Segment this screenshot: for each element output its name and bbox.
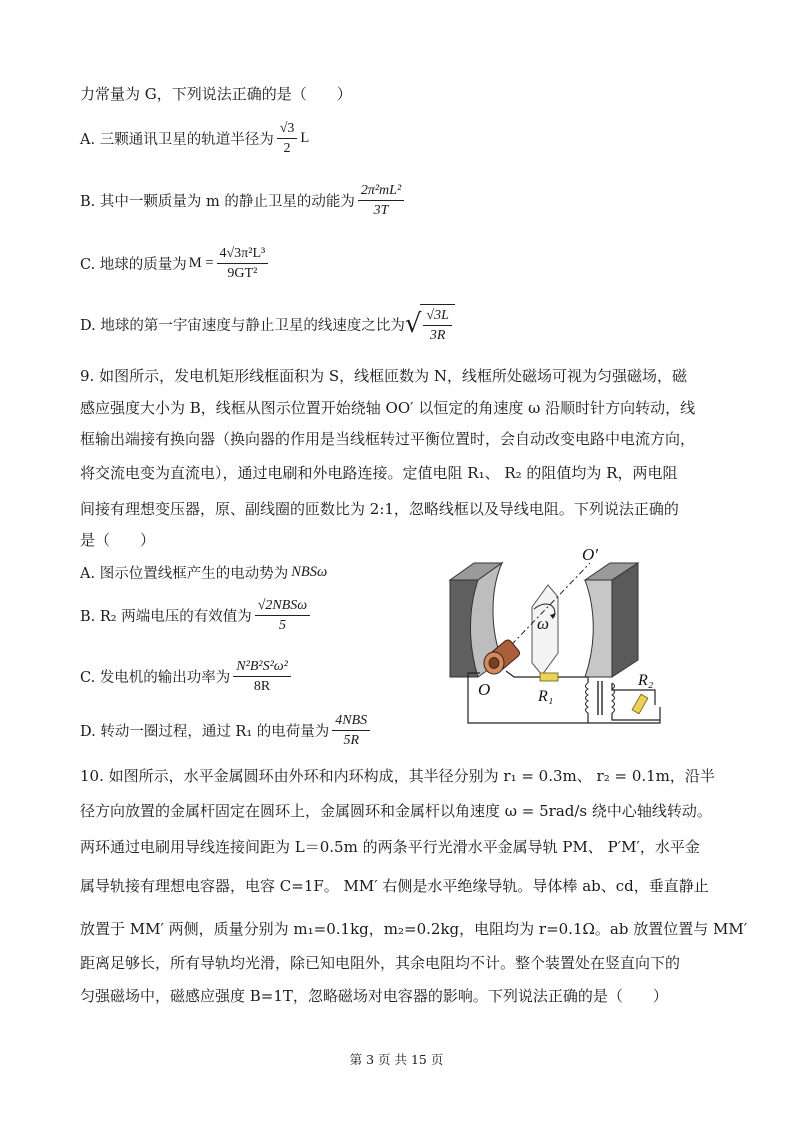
q9-option-a-expr: NBSω xyxy=(291,564,328,580)
q9-line-3: 框输出端接有换向器（换向器的作用是当线框转过平衡位置时，会自动改变电路中电流方向， xyxy=(80,430,696,448)
q10-line-3: 两环通过电刷用导线连接间距为 L＝0.5m 的两条平行光滑水平金属导轨 PM、 P′M′，水平金 xyxy=(80,838,700,856)
q9-option-b-text: B. R₂ 两端电压的有效值为 xyxy=(80,609,252,625)
q10-line-6: 距离足够长，所有导轨均光滑，除已知电阻外，其余电阻均不计。整个装置处在竖直向下的 xyxy=(80,954,681,972)
q8-option-c-den: 9GT² xyxy=(227,266,258,281)
q9-option-d xyxy=(80,712,373,749)
q10-line-2: 径方向放置的金属杆固定在圆环上，金属圆环和金属杆以角速度 ω = 5rad/s 绕中心轴线转动。 xyxy=(80,802,712,820)
external-circuit xyxy=(468,671,660,723)
resistor-r1 xyxy=(540,673,558,681)
q8-option-a-fraction xyxy=(277,120,298,157)
label-omega: ω xyxy=(537,614,550,633)
q9-option-c-den: 8R xyxy=(253,679,271,694)
q8-stem-tail: 力常量为 G，下列说法正确的是（ ） xyxy=(80,85,352,103)
q8-option-d-radical xyxy=(405,304,455,344)
q9-option-c xyxy=(80,658,294,695)
q10-line-5: 放置于 MM′ 两侧，质量分别为 m₁=0.1kg，m₂=0.2kg，电阻均为 r=0.1Ω。ab 放置位置与 MM′ xyxy=(80,920,748,938)
q8-option-b-text: B. 其中一颗质量为 m 的静止卫星的动能为 xyxy=(80,194,355,210)
q9-option-b-num: √2NBSω xyxy=(255,597,310,616)
radical-sign-icon: √ xyxy=(404,309,422,339)
q10-line-7: 匀强磁场中，磁感应强度 B=1T，忽略磁场对电容器的影响。下列说法正确的是（ ） xyxy=(80,987,668,1005)
label-o-prime: O′ xyxy=(582,545,598,564)
label-r2: R₂ xyxy=(638,672,654,689)
q9-option-b-fraction xyxy=(255,597,310,634)
q9-line-2: 感应强度大小为 B，线框从图示位置开始绕轴 OO′ 以恒定的角速度 ω 沿顺时针方向转动，线 xyxy=(80,399,696,417)
label-o: O xyxy=(478,680,491,699)
q9-option-d-den: 5R xyxy=(343,733,359,748)
q8-option-c-text: C. 地球的质量为 xyxy=(80,257,187,273)
q8-option-d-text: D. 地球的第一宇宙速度与静止卫星的线速度之比为 xyxy=(80,317,405,334)
q9-option-c-fraction xyxy=(233,658,291,695)
q9-option-c-num: N²B²S²ω² xyxy=(233,658,291,677)
label-r1: R₁ xyxy=(538,688,554,705)
q9-option-c-text: C. 发电机的输出功率为 xyxy=(80,670,231,686)
q8-option-a-unit: L xyxy=(300,130,310,146)
q8-option-c-lhs: M = xyxy=(188,255,214,271)
page-footer: 第 3 页 共 15 页 xyxy=(349,1052,444,1067)
q8-option-b-fraction xyxy=(358,182,404,219)
q9-option-a-text: A. 图示位置线框产生的电动势为 xyxy=(80,566,289,582)
q8-option-d-num: √3L xyxy=(423,307,451,326)
q8-option-b xyxy=(80,182,407,219)
q8-option-a-num: √3 xyxy=(277,120,298,139)
q8-option-d-den: 3R xyxy=(429,328,446,343)
q8-option-c-num: 4√3π²L³ xyxy=(217,245,269,264)
q9-option-b-den: 5 xyxy=(278,618,286,633)
q9-option-d-num: 4NBS xyxy=(332,712,370,731)
q10-line-1: 10. 如图所示，水平金属圆环由外环和内环构成，其半径分别为 r₁ = 0.3m、 r₂ = 0.1m，沿半 xyxy=(80,767,715,785)
q10-line-4: 属导轨接有理想电容器，电容 C=1F。 MM′ 右侧是水平绝缘导轨。导体棒 ab、cd，垂直静止 xyxy=(80,877,709,895)
q9-line-6: 是（ ） xyxy=(80,531,156,549)
q9-option-b xyxy=(80,597,313,634)
q9-option-d-fraction xyxy=(332,712,370,749)
resistor-r2 xyxy=(632,694,648,714)
q8-option-c-fraction xyxy=(217,245,269,282)
q9-option-a xyxy=(80,562,327,583)
primary-coil xyxy=(586,683,589,713)
q8-option-d xyxy=(80,304,455,344)
q9-line-1: 9. 如图所示，发电机矩形线框面积为 S，线框匝数为 N，线框所处磁场可视为匀强磁场，磁 xyxy=(80,367,688,385)
q9-option-d-text: D. 转动一圈过程，通过 R₁ 的电荷量为 xyxy=(80,724,330,740)
q8-option-c xyxy=(80,245,271,282)
q8-option-d-fraction xyxy=(423,307,451,344)
q9-line-5: 间接有理想变压器，原、副线圈的匝数比为 2:1，忽略线框以及导线电阻。下列说法正确的 xyxy=(80,500,679,518)
q8-option-b-num: 2π²mL² xyxy=(358,182,404,201)
q8-option-a xyxy=(80,120,309,157)
q9-line-4: 将交流电变为直流电），通过电刷和外电路连接。定值电阻 R₁、 R₂ 的阻值均为 R，两电阻 xyxy=(80,464,678,482)
q8-option-b-den: 3T xyxy=(373,203,389,218)
generator-circuit-figure xyxy=(440,545,680,730)
right-magnet-pole xyxy=(585,563,638,677)
q8-option-a-text: A. 三颗通讯卫星的轨道半径为 xyxy=(80,132,274,148)
q8-option-a-den: 2 xyxy=(283,141,291,156)
